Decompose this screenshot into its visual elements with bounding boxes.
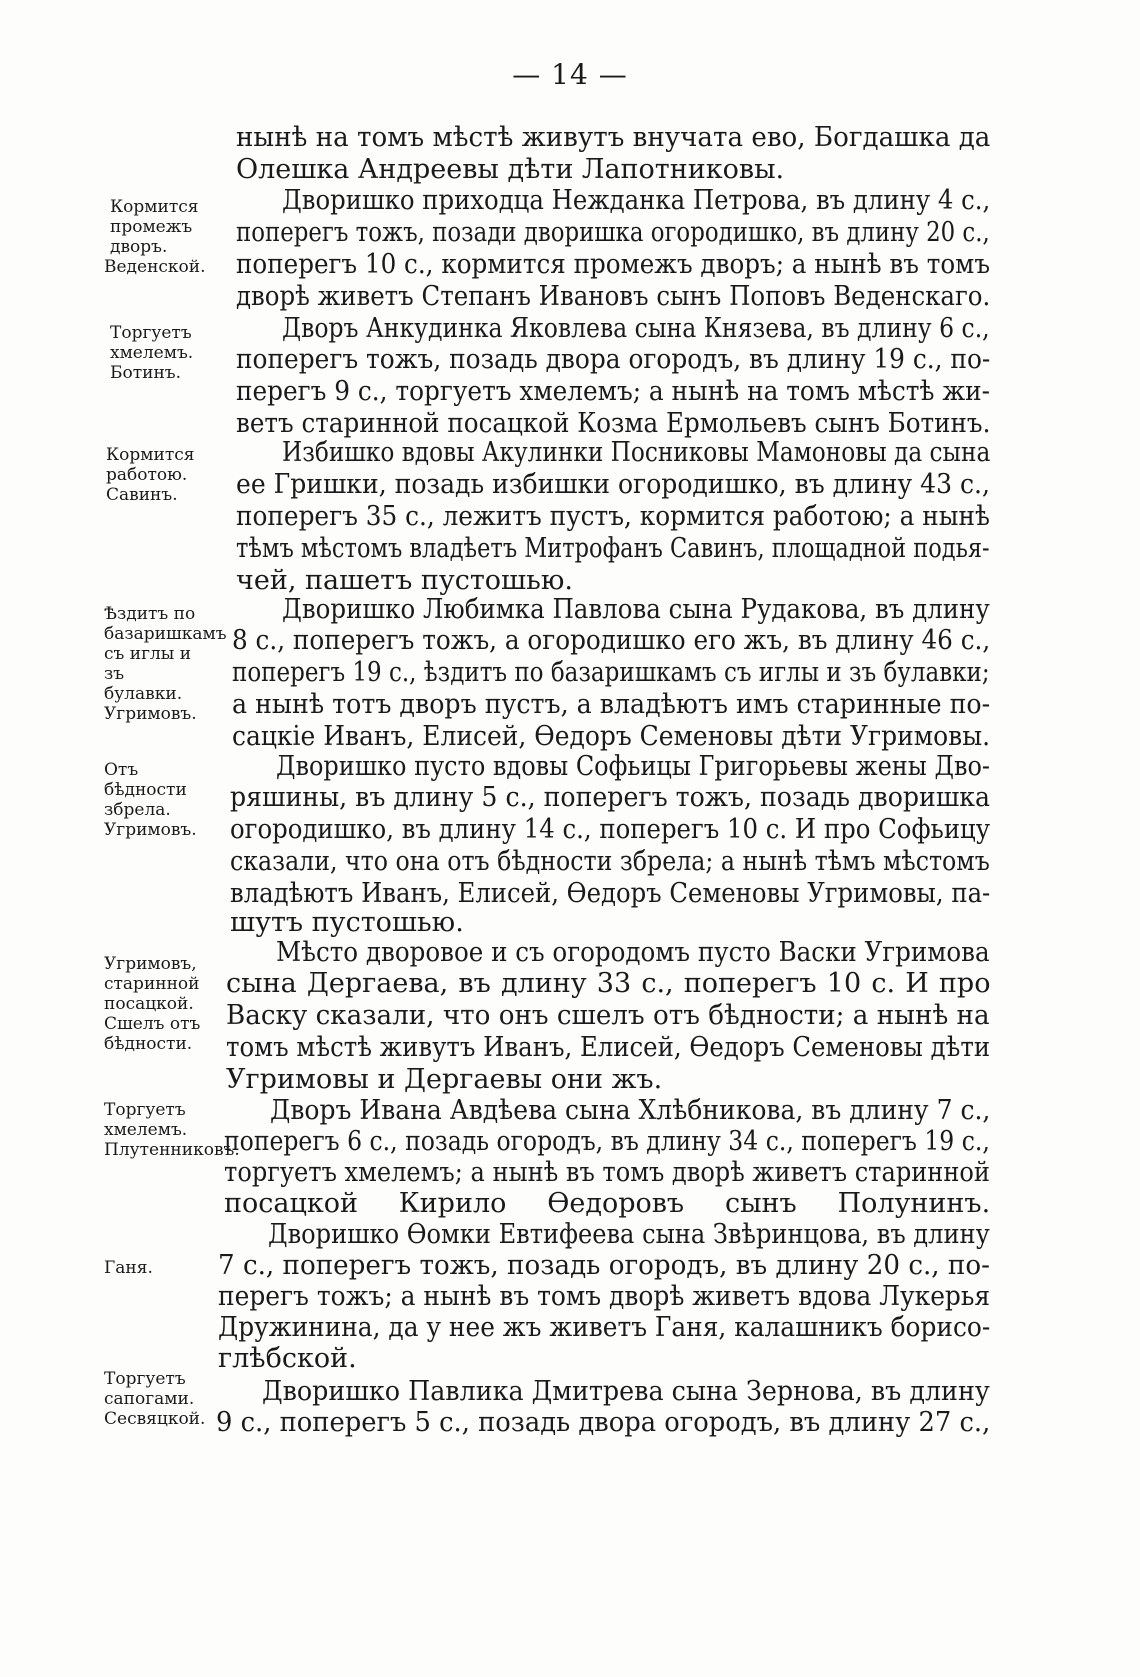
text-line: поперегъ 6 с., позадь огородъ, въ длину 34 с., поперегъ 19 с.,: [224, 1126, 990, 1157]
text-line: шутъ пустошью.: [230, 907, 464, 938]
margin-note-line: Угримовъ.: [104, 704, 197, 724]
text-line: Васку сказали, что онъ сшелъ отъ бѣдности; а нынѣ на: [226, 1000, 990, 1031]
margin-note-line: сапогами.: [104, 1389, 195, 1409]
text-line: перегъ тожъ; а нынѣ въ томъ дворѣ живетъ вдова Лукерья: [218, 1281, 991, 1312]
margin-note-line: Плутенниковъ.: [104, 1140, 240, 1160]
margin-note-line: Кормится: [110, 197, 199, 217]
text-line: посацкой Кирило Ѳедоровъ сынъ Полунинъ.: [224, 1188, 991, 1219]
text-line: ее Гришки, позадь избишки огородишко, въ длину 43 с.,: [236, 469, 990, 500]
margin-note-line: дворъ.: [110, 237, 168, 257]
text-line: огородишко, въ длину 14 с., поперегъ 10 с. И про Софьицу: [230, 814, 991, 845]
margin-note-line: Торгуетъ: [110, 323, 192, 343]
text-line: глѣбской.: [218, 1343, 357, 1374]
text-line: ветъ старинной посацкой Козма Ермольевъ сынъ Ботинъ.: [236, 408, 991, 439]
margin-note-line: Ганя.: [104, 1258, 153, 1278]
text-line: Дворишко Павлика Дмитрева сына Зернова, въ длину: [262, 1376, 990, 1407]
margin-note-line: бѣдности.: [104, 1034, 193, 1054]
margin-note-line: Веденской.: [104, 257, 206, 277]
margin-note-line: промежъ: [110, 217, 193, 237]
text-line: Дворишко Ѳомки Евтифеева сына Звѣринцова, въ длину: [268, 1219, 990, 1250]
text-line: Избишко вдовы Акулинки Посниковы Мамоновы да сына: [282, 437, 991, 468]
text-line: сказали, что она отъ бѣдности збрела; а нынѣ тѣмъ мѣстомъ: [230, 846, 990, 877]
margin-note-5: [104, 760, 209, 840]
margin-note-line: хмелемъ.: [110, 343, 194, 363]
text-line: Олешка Андреевы дѣти Лапотниковы.: [236, 154, 785, 185]
text-line: владѣютъ Иванъ, Елисей, Ѳедоръ Семеновы Угримовы, па-: [230, 878, 991, 909]
margin-note-4: [104, 604, 227, 724]
text-line: тѣмъ мѣстомъ владѣетъ Митрофанъ Савинъ, площадной подья-: [236, 533, 990, 564]
text-line: поперегъ тожъ, позади дворишка огородишко, въ длину 20 с.,: [236, 217, 990, 248]
text-line: Дружинина, да у нее жъ живетъ Ганя, калашникъ борисо-: [218, 1312, 991, 1343]
margin-note-line: старинной: [104, 974, 200, 994]
margin-note-1: [104, 197, 224, 277]
text-line: нынѣ на томъ мѣстѣ живутъ внучата ево, Богдашка да: [236, 122, 991, 153]
text-line: Дворъ Анкудинка Яковлева сына Князева, въ длину 6 с.,: [282, 313, 990, 344]
margin-note-line: Угримовъ.: [104, 820, 197, 840]
text-line: а нынѣ тотъ дворъ пустъ, а владѣютъ имъ старинные по-: [232, 689, 991, 720]
text-line: 7 с., поперегъ тожъ, позадь огородъ, въ длину 20 с., по-: [218, 1250, 990, 1281]
text-line: томъ мѣстѣ живутъ Иванъ, Елисей, Ѳедоръ Семеновы дѣти: [226, 1032, 991, 1063]
text-line: поперегъ 35 с., лежитъ пустъ, кормится работою; а нынѣ: [236, 501, 990, 532]
page-number: — 14 —: [512, 58, 628, 91]
margin-note-line: Торгуетъ: [104, 1369, 186, 1389]
text-line: Дворишко приходца Нежданка Петрова, въ длину 4 с.,: [282, 185, 991, 216]
text-line: Дворъ Ивана Авдѣева сына Хлѣбникова, въ длину 7 с.,: [270, 1095, 991, 1126]
margin-note-line: Кормится: [106, 445, 195, 465]
margin-note-6: [104, 954, 224, 1054]
text-line: Угримовы и Дергаевы они жъ.: [226, 1064, 663, 1095]
margin-note-line: Ботинъ.: [110, 363, 182, 383]
margin-note-line: Торгуетъ: [104, 1100, 186, 1120]
margin-note-8: [104, 1258, 224, 1278]
text-line: сацкіе Иванъ, Елисей, Ѳедоръ Семеновы дѣти Угримовы.: [232, 721, 991, 752]
text-line: дворѣ живетъ Степанъ Ивановъ сынъ Поповъ Веденскаго.: [236, 281, 991, 312]
text-line: ряшины, въ длину 5 с., поперегъ тожъ, позадь дворишка: [230, 782, 991, 813]
text-line: 9 с., поперегъ 5 с., позадь двора огородъ, въ длину 27 с.,: [216, 1407, 991, 1438]
text-line: торгуетъ хмелемъ; а нынѣ въ томъ дворѣ живетъ старинной: [224, 1157, 990, 1188]
margin-note-line: работою.: [106, 465, 188, 485]
text-line: перегъ 9 с., торгуетъ хмелемъ; а нынѣ на томъ мѣстѣ жи-: [236, 376, 990, 407]
margin-note-2: [104, 323, 224, 383]
margin-note-line: Отъ бѣдности збрела.: [104, 760, 187, 820]
text-line: чей, пашетъ пустошью.: [236, 565, 573, 596]
margin-note-line: Ѣздитъ по: [104, 604, 196, 624]
text-line: 8 с., поперегъ тожъ, а огородишко его жъ, въ длину 46 с.,: [232, 625, 991, 656]
margin-note-line: Угримовъ,: [104, 954, 197, 974]
margin-note-line: посацкой.: [104, 994, 194, 1014]
text-line: Мѣсто дворовое и съ огородомъ пусто Васки Угримова: [276, 937, 990, 968]
margin-note-line: Сесвяцкой.: [104, 1409, 206, 1429]
text-line: поперегъ 19 с., ѣздитъ по базаришкамъ съ иглы и зъ булавки;: [232, 657, 990, 688]
text-line: сына Дергаева, въ длину 33 с., поперегъ 10 с. И про: [226, 968, 991, 999]
text-line: Дворишко Любимка Павлова сына Рудакова, въ длину: [282, 594, 990, 625]
text-line: Дворишко пусто вдовы Софьицы Григорьевы жены Дво-: [276, 751, 991, 782]
margin-note-3: [104, 445, 224, 505]
margin-note-line: базаришкамъ съ иглы и зъ булавки.: [104, 624, 227, 704]
margin-note-7: [104, 1100, 240, 1160]
margin-note-line: хмелемъ.: [104, 1120, 188, 1140]
margin-note-line: Сшелъ отъ: [104, 1014, 201, 1034]
margin-note-9: [104, 1369, 224, 1429]
text-line: поперегъ 10 с., кормится промежъ дворъ; а нынѣ въ томъ: [236, 249, 990, 280]
text-line: поперегъ тожъ, позадь двора огородъ, въ длину 19 с., по-: [236, 344, 991, 375]
margin-note-line: Савинъ.: [106, 485, 178, 505]
